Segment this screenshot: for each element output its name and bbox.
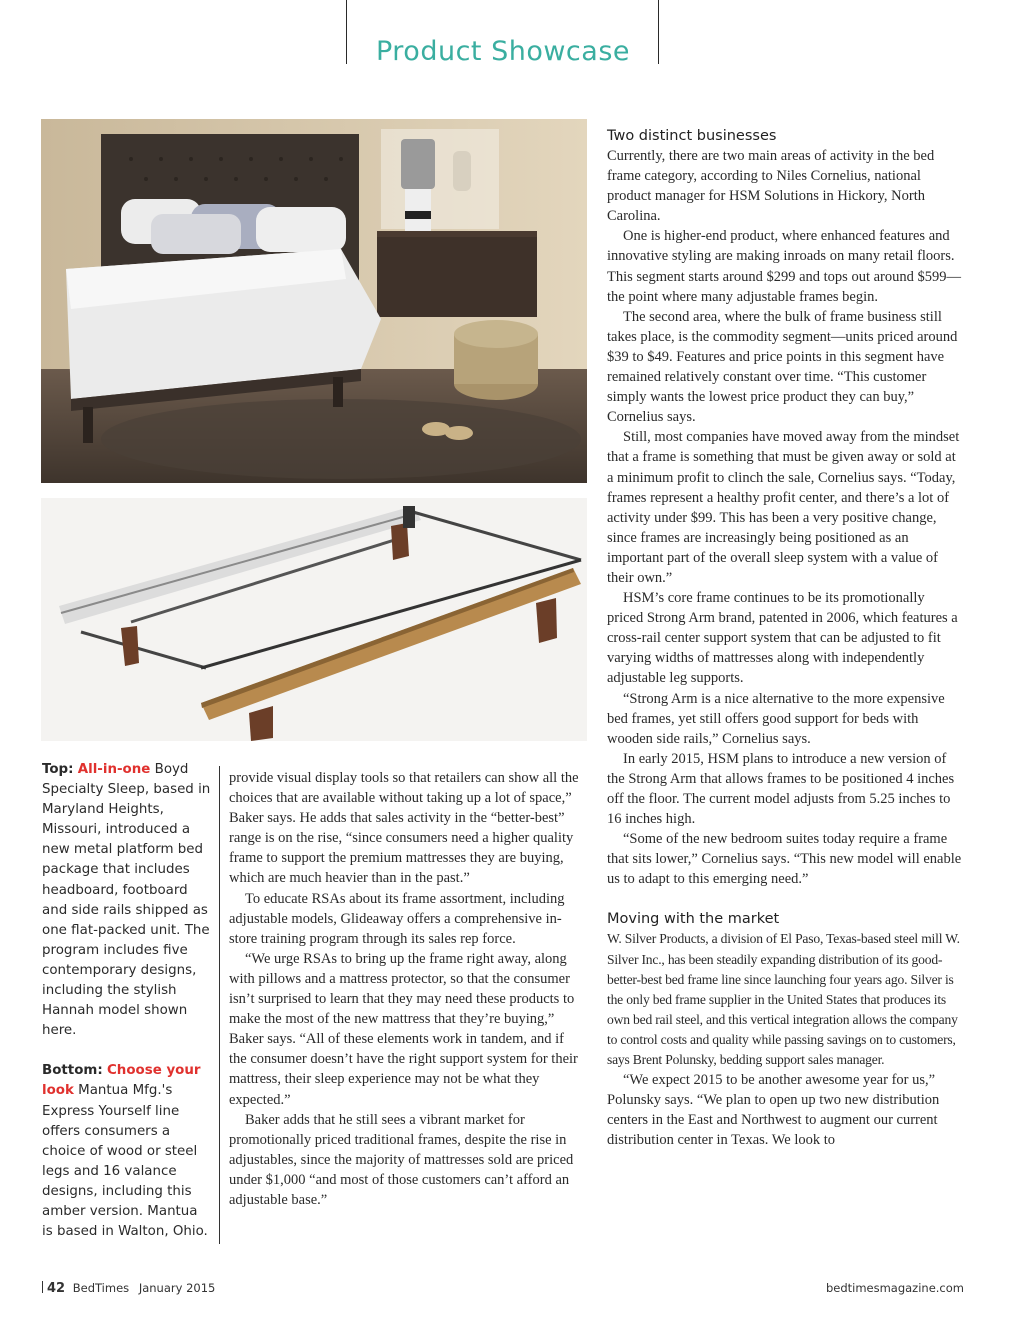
right-para: “We expect 2015 to be another awesome year for us,” Polunsky says. “We plan to open up two new distribution centers in the East and Northwest to augment our current distribution center in Texas. We look to <box>607 1072 940 1149</box>
caption-top-text: Boyd Specialty Sleep, based in Maryland Heights, Missouri, introduced a new metal platform bed package that includes headboard, footboard and side rails shipped as one flat-packed unit. The program includes five contemporary designs, including the stylish Hannah model shown here. <box>42 762 211 1039</box>
right-column <box>607 126 963 1151</box>
right-para: W. Silver Products, a division of El Paso, Texas-based steel mill W. Silver Inc., has been steadily expanding distribution of its good-better-best bed frame line since launching four years ago. Silver is the only bed frame supplier in the United States that produces its own bed rail steel, and this vertical integration allows the company to control costs and quality while passing savings on to customers, says Brent Polunsky, bedding support sales manager. <box>607 931 960 1068</box>
caption-bottom-label: Bottom: <box>42 1063 103 1079</box>
middle-para: To educate RSAs about its frame assortment, including adjustable models, Glideaway offers a comprehensive in-store training program through its sales rep force. <box>229 890 565 947</box>
caption-bottom-text: Mantua Mfg.'s Express Yourself line offers consumers a choice of wood or steel legs and 16 valance designs, including this amber version. Mantua is based in Walton, Ohio. <box>42 1083 208 1240</box>
caption-divider <box>219 766 220 1244</box>
middle-para: Baker adds that he still sees a vibrant market for promotionally priced traditional frames, despite the rise in adjustables, since the majority of mattresses sold are priced under $1,000 “and most of those customers can’t afford an adjustable base.” <box>229 1111 574 1208</box>
right-para: The second area, where the bulk of frame business still takes place, is the commodity segment—units priced around $39 to $49. Features and price points in this segment have remained relatively constant over time. “This customer simply wants the lowest price product they can buy,” Cornelius says. <box>607 308 958 426</box>
footer-website: bedtimesmagazine.com <box>825 1281 964 1295</box>
page-number: 42 <box>47 1281 66 1296</box>
right-para: In early 2015, HSM plans to introduce a new version of the Strong Arm that allows frames to be positioned 4 inches off the floor. The current model adjusts from 5.25 inches to 16 inches high. <box>607 750 955 828</box>
right-para: One is higher-end product, where enhanced features and innovative styling are making inroads on many retail floors. This segment starts around $299 and tops out around $599—the point where many adjustable frames begin. <box>607 228 961 305</box>
heading-two-distinct-businesses: Two distinct businesses <box>607 128 777 144</box>
right-para: Still, most companies have moved away from the mindset that a frame is something that must be given away or sold at a minimum profit to clinch the sale, Cornelius says. “Today, frames represent a healthy profit center, and there’s a lot of activity under $99. This has been a very positive change, since frames are increasingly being positioned as an important part of the overall sleep system with a value of their own.” <box>607 429 960 586</box>
caption-bottom <box>42 1061 212 1242</box>
footer-left <box>42 1281 215 1296</box>
right-para: HSM’s core frame continues to be its promotionally priced Strong Arm brand, patented in 2006, which features a cross-rail center support system that can be adjusted to fit varying widths of mattresses along with independently adjustable leg supports. <box>607 590 958 687</box>
right-para: “Some of the new bedroom suites today require a frame that sits lower,” Cornelius says. “This new model will enable us to adapt to this emerging need.” <box>607 831 962 888</box>
caption-bottom-highlight: Choose your look <box>42 1063 201 1099</box>
right-para: “Strong Arm is a nice alternative to the more expensive bed frames, yet still offers good support for beds with wooden side rails,” Cornelius says. <box>607 690 945 747</box>
frame-photo <box>41 498 587 741</box>
caption-top <box>42 760 212 1041</box>
middle-para: provide visual display tools so that retailers can show all the choices that are available without taking up a lot of space,” Baker says. He adds that sales activity in the “better-best” range is on the rise, “since consumers need a higher quality frame to support the premium mattresses they are buying, which are much heavier than in the past.” <box>229 770 579 887</box>
frame-illustration <box>41 498 587 741</box>
right-para: Currently, there are two main areas of activity in the bed frame category, according to Niles Cornelius, national product manager for HSM Solutions in Hickory, North Carolina. <box>607 148 935 225</box>
heading-moving-with-the-market: Moving with the market <box>607 911 780 928</box>
bed-photo <box>41 119 587 483</box>
bed-illustration <box>41 119 587 483</box>
photo-caption <box>42 760 212 1262</box>
publication-name: BedTimes <box>72 1281 130 1295</box>
header-rule-left <box>346 0 347 64</box>
footer-rule <box>42 1281 43 1293</box>
issue-date: January 2015 <box>138 1281 216 1295</box>
section-title: Product Showcase <box>375 36 631 67</box>
header-rule-right <box>658 0 659 64</box>
caption-top-label: Top: <box>42 762 74 777</box>
middle-para: “We urge RSAs to bring up the frame right away, along with pillows and a mattress protector, so that the consumer isn’t surprised to learn that they may need these products to make the most of the new mattress that they’re buying,” Baker says. “All of these elements work in tandem, and if the consumer doesn’t have the right support system for their mattress, their sleep experience may not be what they expected.” <box>229 950 578 1108</box>
caption-top-highlight: All-in-one <box>77 762 151 777</box>
middle-column <box>229 768 585 1210</box>
